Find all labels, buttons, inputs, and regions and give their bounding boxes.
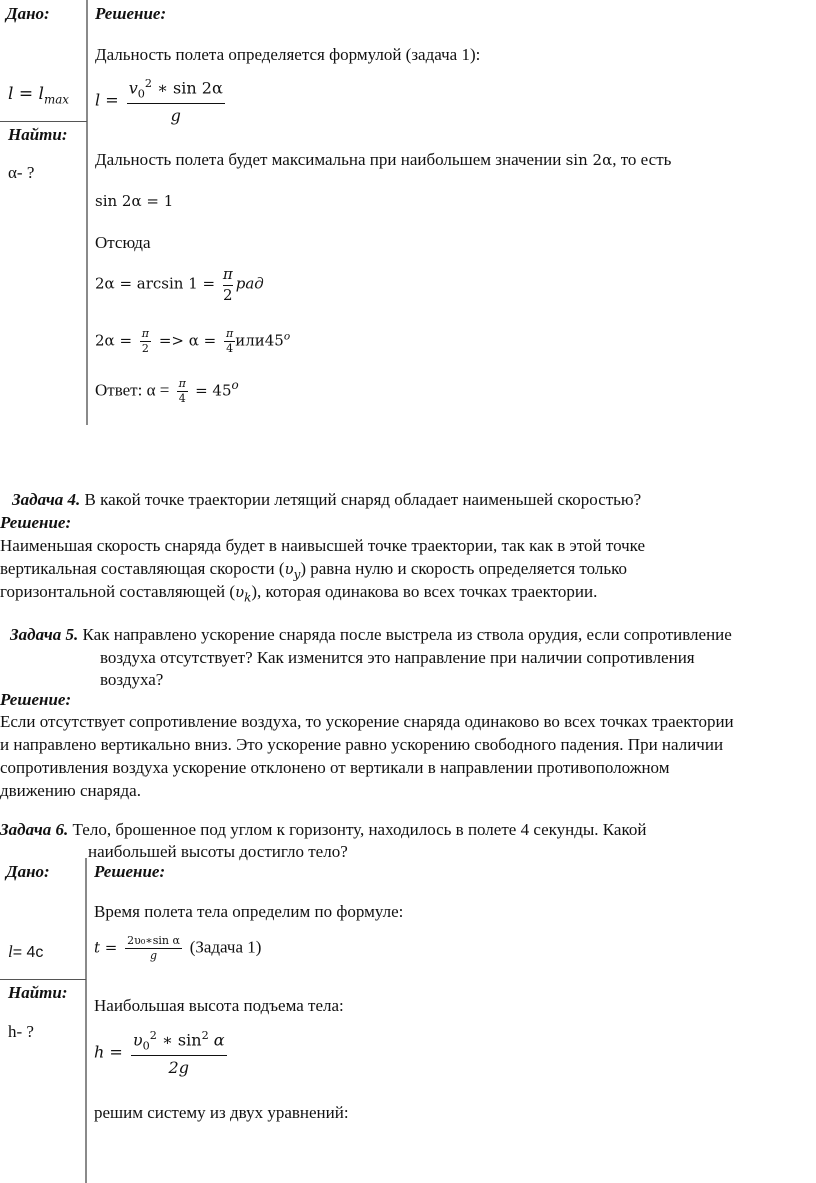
task4-question: Задача 4. В какой точке траектории летящий снаряд обладает наименьшей скоростью? <box>12 490 642 509</box>
given-value: $l = l_{max}$ <box>8 84 70 107</box>
table1-column-divider <box>86 0 88 425</box>
task4-solution-header: Решение: <box>0 513 72 532</box>
task6-solution-header: Решение: <box>94 862 166 881</box>
task6-find-value: h- ? <box>8 1022 34 1041</box>
task5-line-3: сопротивления воздуха ускорение отклонено от вертикали в направлении противоположном <box>0 758 670 777</box>
task6-question-line-1: Задача 6. Тело, брошенное под углом к горизонту, находилось в полете 4 секунды. Какой <box>0 820 647 839</box>
table2-column-divider <box>85 858 87 1183</box>
sin-equation: sin 2α = 1 <box>95 192 174 210</box>
given-header: Дано: <box>6 4 50 23</box>
task5-line-1: Если отсутствует сопротивление воздуха, то ускорение снаряда одинаково во всех точках траектории <box>0 712 734 731</box>
task4-line-1: Наименьшая скорость снаряда будет в наивысшей точке траектории, так как в этой точке <box>0 536 646 555</box>
table1-row-divider <box>0 121 87 122</box>
task6-given-value: l= 4с <box>8 942 44 961</box>
task5-question-line-2: воздуха отсутствует? Как изменится это направление при наличии сопротивления <box>100 648 695 667</box>
table2-row-divider <box>0 979 86 980</box>
solution-line-4: Отсюда <box>95 233 151 252</box>
range-formula: l = $\frac{v_0^2 ∗ \sin 2\alpha}{g}$ <box>95 77 223 125</box>
arcsin-formula: 2α = arcsin 1 = $\frac{\pi}{2}$ рад <box>95 265 264 304</box>
find-value: α- ? <box>8 163 35 182</box>
task4-line-3: горизонтальной составляющей $(\upsilon_k)$, которая одинакова во всех точках траектории. <box>0 582 598 605</box>
answer: Ответ: α = $\frac{\pi}{4}$ = $45^o$ <box>95 377 239 406</box>
task6-line-1: Время полета тела определим по формуле: <box>94 902 404 921</box>
task6-line-2: Наибольшая высота подъема тела: <box>94 996 344 1015</box>
task6-line-3: решим систему из двух уравнений: <box>94 1103 349 1122</box>
task5-line-4: движению снаряда. <box>0 781 141 800</box>
solution-line-1: Дальность полета определяется формулой (задача 1): <box>95 45 481 64</box>
alpha-formula: 2α = $\frac{\pi}{2}$ => α = $\frac{\pi}{4}$ или45$^o$ <box>95 327 291 356</box>
task5-solution-header: Решение: <box>0 690 72 709</box>
task5-line-2: и направлено вертикально вниз. Это ускорение равно ускорению свободного падения. При наличии <box>0 735 724 754</box>
task6-given-header: Дано: <box>6 862 50 881</box>
max-height-formula: h = $\frac{\upsilon_0^2 ∗ \sin^2 \alpha}{2g}$ <box>94 1029 225 1077</box>
task6-question-line-2: наибольшей высоты достигло тело? <box>88 842 348 861</box>
task5-question-line-1: Задача 5. Как направлено ускорение снаряда после выстрела из ствола орудия, если сопротивление <box>10 625 732 644</box>
solution-line-2: Дальность полета будет максимальна при наибольшем значении sin 2α, то есть <box>95 150 672 169</box>
flight-time-formula: t = $\frac{\text{2υ₀∗sin α}}{g}$ (Задача 1) <box>94 934 262 963</box>
task5-question-line-3: воздуха? <box>100 670 164 689</box>
task4-line-2: вертикальная составляющая скорости $(\upsilon_y)$ равна нулю и скорость определяется только <box>0 559 628 582</box>
solution-header: Решение: <box>95 4 167 23</box>
task6-find-header: Найти: <box>8 983 68 1002</box>
range-fraction: $\frac{v_0^2 ∗ \sin 2\alpha}{g}$ <box>128 77 223 125</box>
find-header: Найти: <box>8 125 68 144</box>
